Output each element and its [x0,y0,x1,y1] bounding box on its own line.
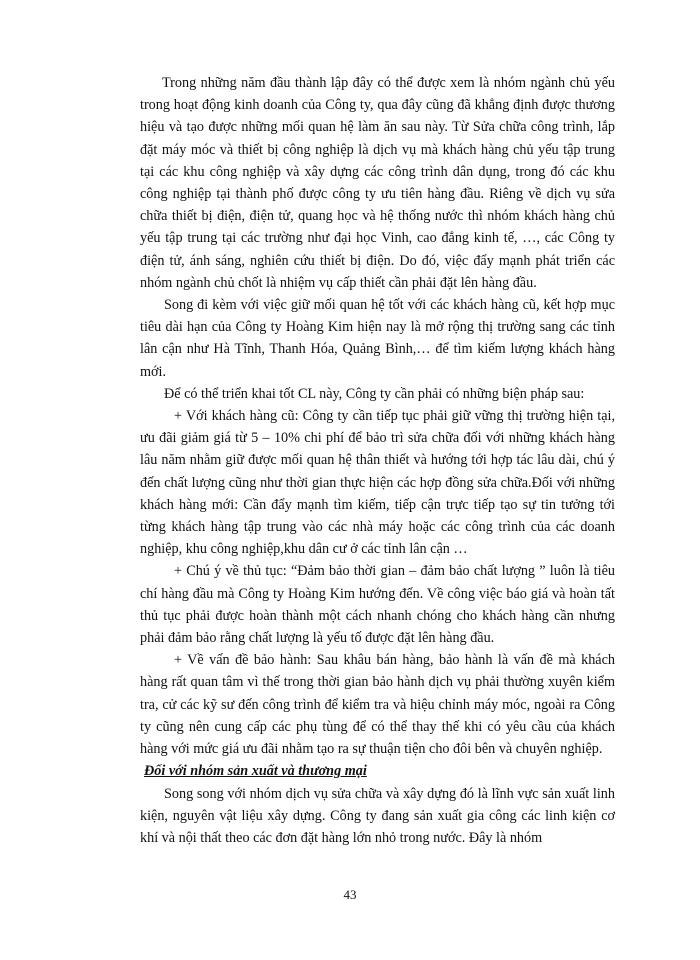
document-body [140,72,615,849]
page-number: 43 [343,887,357,902]
paragraph-measures-intro: Để có thể triển khai tốt CL này, Công ty cần phải có những biện pháp sau: [164,385,585,402]
paragraph-market-expansion: Song đi kèm với việc giữ mối quan hệ tốt với các khách hàng cũ, kết hợp mục tiêu dài hạn của Công ty Hoàng Kim hiện nay là mở rộng thị trường sang các tỉnh lân cận như Hà Tĩnh, Thanh Hóa, Quảng Bình,… để tìm kiếm lượng khách hàng mới. [140,297,615,380]
paragraph-manufacturing: Song song với nhóm dịch vụ sửa chữa và xây dựng đó là lĩnh vực sản xuất linh kiện, nguyên vật liệu xây dựng. Công ty đang sản xuất gia công các linh kiện cơ khí và nội thất theo các đơn đặt hàng lớn nhỏ trong nước. Đây là nhóm [140,785,615,846]
paragraph-warranty: + Về vấn đề bảo hành: Sau khâu bán hàng, bảo hành là vấn đề mà khách hàng rất quan tâm vì thế trong thời gian bảo hành dịch vụ phải thường xuyên kiểm tra, cử các kỹ sư đến công trình để kiểm tra và hiệu chỉnh máy móc, ngoài ra Công ty cũng nên cung cấp các phụ tùng để có thể thay thế khi có yêu cầu của khách hàng với mức giá ưu đãi nhằm tạo ra sự thuận tiện cho đôi bên và chuyên nghiệp. [140,652,615,758]
section-heading: Đối với nhóm sản xuất và thương mại [144,763,367,780]
paragraph-procedures: + Chú ý về thủ tục: “Đảm bảo thời gian – đảm bảo chất lượng ” luôn là tiêu chí hàng đầu mà Công ty Hoàng Kim hướng đến. Về công việc báo giá và hoàn tất thủ tục phải được hoàn thành một cách nhanh chóng cho khách hàng cần nhưng phải đảm bảo rằng chất lượng là yếu tố được đặt lên hàng đầu. [140,563,615,647]
paragraph-existing-customers: + Với khách hàng cũ: Công ty cần tiếp tục phải giữ vững thị trường hiện tại, ưu đãi giảm giá từ 5 – 10% chi phí để bảo trì sửa chữa đối với những khách hàng lâu năm nhằm giữ được mối quan hệ thân thiết và hướng tới hợp tác lâu dài, chú ý đến chất lượng cũng như thời gian thực hiện các hợp đồng sửa chữa.Đối với những khách hàng mới: Cần đẩy mạnh tìm kiếm, tiếp cận trực tiếp tạo sự tin tưởng tới từng khách hàng tập trung vào các nhà máy hoặc các công trình của các doanh nghiệp, khu công nghiệp,khu dân cư ở các tỉnh lân cận … [140,408,615,558]
paragraph-core-services: Trong những năm đầu thành lập đây có thể được xem là nhóm ngành chủ yếu trong hoạt động kinh doanh của Công ty, qua đây cũng đã khẳng định được thương hiệu và tạo được những mối quan hệ làm ăn sau này. Từ Sửa chữa công trình, lắp đặt máy móc và thiết bị công nghiệp là dịch vụ mà khách hàng chủ yếu tập trung tại các khu công nghiệp và xây dựng các công trình dân dụng, trong đó các khu công nghiệp tại thành phố được công ty ưu tiên hàng đầu. Riêng về dịch vụ sửa chữa thiết bị điện, điện tử, quang học và hệ thống nước thì nhóm khách hàng chủ yếu tập trung tại các trường như đại học Vinh, cao đẳng kinh tế, …, các Công ty điện tử, ánh sáng, nghiên cứu thiết bị điện. Do đó, việc đẩy mạnh phát triển các nhóm ngành chủ chốt là nhiệm vụ cấp thiết cần phải đặt lên hàng đầu. [140,75,615,291]
